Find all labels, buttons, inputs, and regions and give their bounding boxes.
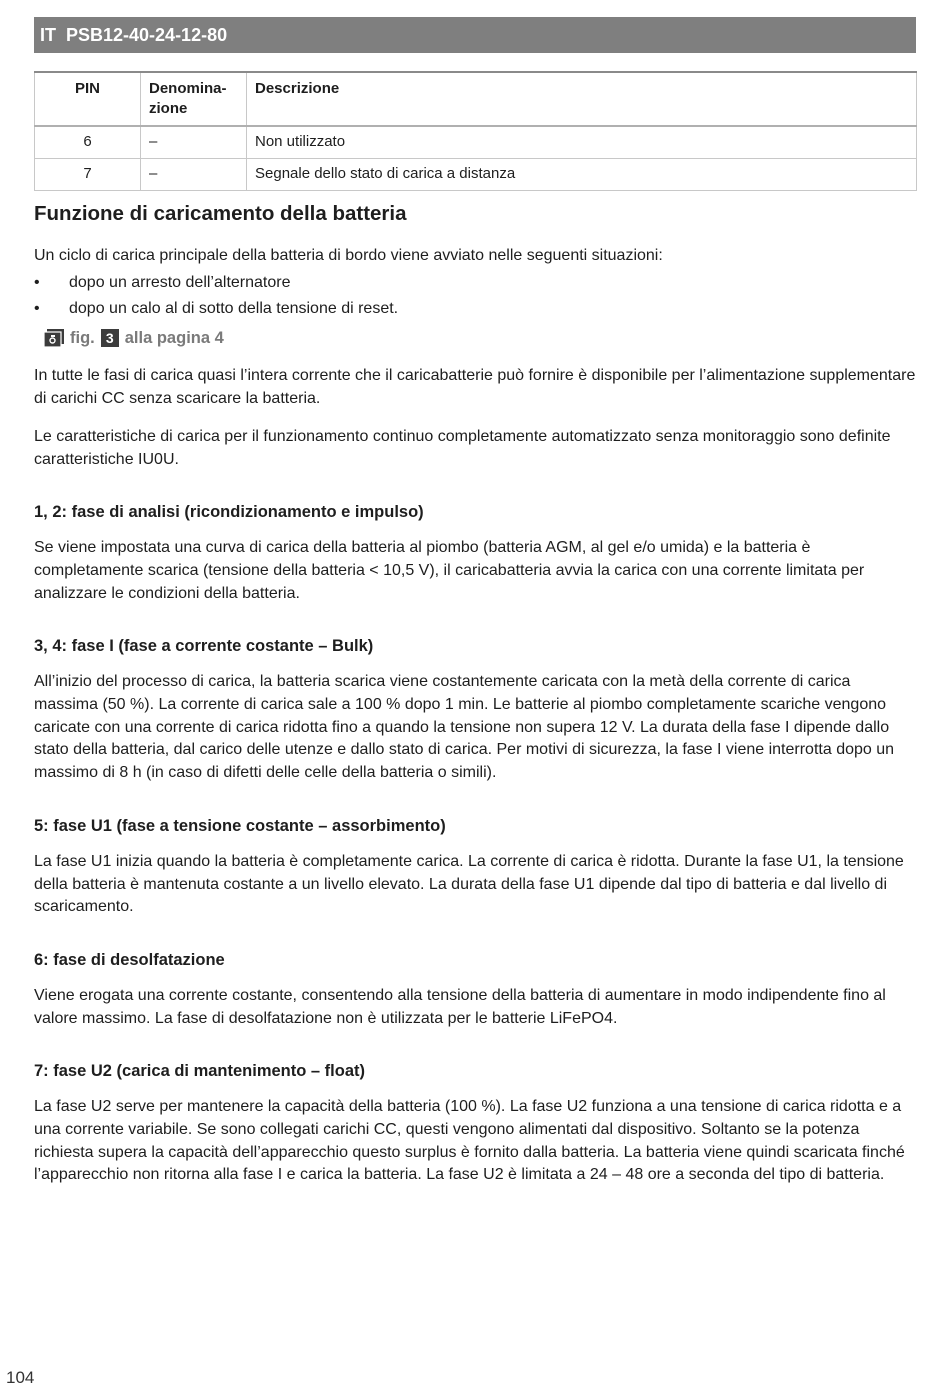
paragraph: Le caratteristiche di carica per il funzionamento continuo completamente automatizzato senza monitoraggio sono definite caratteristiche IU0U. [34,427,891,468]
figure-suffix: alla pagina 4 [124,328,224,347]
header-description: Descrizione [247,72,917,126]
cell-name: – [141,126,247,159]
model-name: PSB12-40-24-12-80 [66,24,228,45]
phase-title: 1, 2: fase di analisi (ricondizionamento e impulso) [34,503,424,522]
intro-paragraph: Un ciclo di carica principale della batteria di bordo viene avviato nelle seguenti situazioni: [34,247,663,264]
page-number: 104 [6,1368,35,1387]
phase-text: Viene erogata una corrente costante, consentendo alla tensione della batteria di aumentare in modo indipendente fino al valore massimo. La fase di desolfatazione non è utilizzata per le batterie LiFePO4. [34,986,886,1027]
bullet-list [34,270,916,322]
language-code: IT [40,24,56,45]
phase-text: La fase U1 inizia quando la batteria è completamente carica. La corrente di carica è ridotta. Durante la fase U1, la tensione della batteria è mantenuta costante a un livello elevato. La durata della fase U1 dipende dal tipo di batteria e dal livello di scaricamento. [34,852,904,916]
figure-reference[interactable] [44,327,916,350]
list-item: • dopo un calo al di sotto della tensione di reset. [34,296,916,322]
phase-title: 6: fase di desolfatazione [34,950,225,969]
cell-name: – [141,159,247,191]
figure-prefix: fig. [70,328,95,347]
paragraph: In tutte le fasi di carica quasi l’intera corrente che il caricabatterie può fornire è disponibile per l’alimentazione supplementare di carichi CC senza scaricare la batteria. [34,367,916,408]
header-name-line: Denomina- zione [149,80,227,117]
phase-title: 7: fase U2 (carica di mantenimento – float) [34,1062,366,1081]
cell-pin: 7 [35,159,141,191]
phase-title: 5: fase U1 (fase a tensione costante – assorbimento) [34,816,446,835]
figure-number: 3 [101,329,119,347]
page-header [34,17,916,53]
cell-description: Non utilizzato [247,126,917,159]
cell-pin: 6 [35,126,141,159]
section-title: Funzione di caricamento della batteria [34,202,407,225]
phase-text: Se viene impostata una curva di carica della batteria al piombo (batteria AGM, al gel e/o umida) e la batteria è completamente scarica (tensione della batteria < 10,5 V), il caricabatteria avvia la carica con una corrente limitata per analizzare le condizioni della batteria. [34,539,865,602]
table-row [35,126,917,159]
main-content [34,200,916,1202]
header-pin: PIN [35,72,141,126]
camera-icon [44,329,64,347]
phase-title: 3, 4: fase I (fase a corrente costante – Bulk) [34,637,374,656]
phase-text: All’inizio del processo di carica, la batteria scarica viene costantemente caricata con la metà della corrente di carica massima (50 %). La corrente di carica sale a 100 % dopo 1 min. Le batterie al piombo completamente scariche vengono caricate con una corrente di carica ridotta fino a quando la tensione non supera 12 V. La durata della fase I dipende dallo stato della batteria, dal carico delle utenze e dallo stato di carica. Per motivi di sicurezza, la fase I viene interrotta dopo un massimo di 8 h (in caso di difetti delle celle della batteria o simili). [34,673,895,782]
table-row [35,159,917,191]
table-header-row [35,72,917,126]
phase-text: La fase U2 serve per mantenere la capacità della batteria (100 %). La fase U2 funziona a una tensione di carica ridotta e a una corrente variabile. Se sono collegati carichi CC, questi vengono alimentati dal dispositivo. Soltanto se la potenza richiesta supera la capacità dell’apparecchio questo surplus è fornito dalla batteria. La batteria viene quindi scaricata finché l’apparecchio non ritorna alla fase I e carica la batteria. La fase U2 è limitata a 24 – 48 ore a seconda del tipo di batteria. [34,1098,905,1184]
pin-table [34,71,917,191]
header-name [141,72,247,126]
list-item: • dopo un arresto dell’alternatore [34,270,916,296]
cell-description: Segnale dello stato di carica a distanza [247,159,917,191]
